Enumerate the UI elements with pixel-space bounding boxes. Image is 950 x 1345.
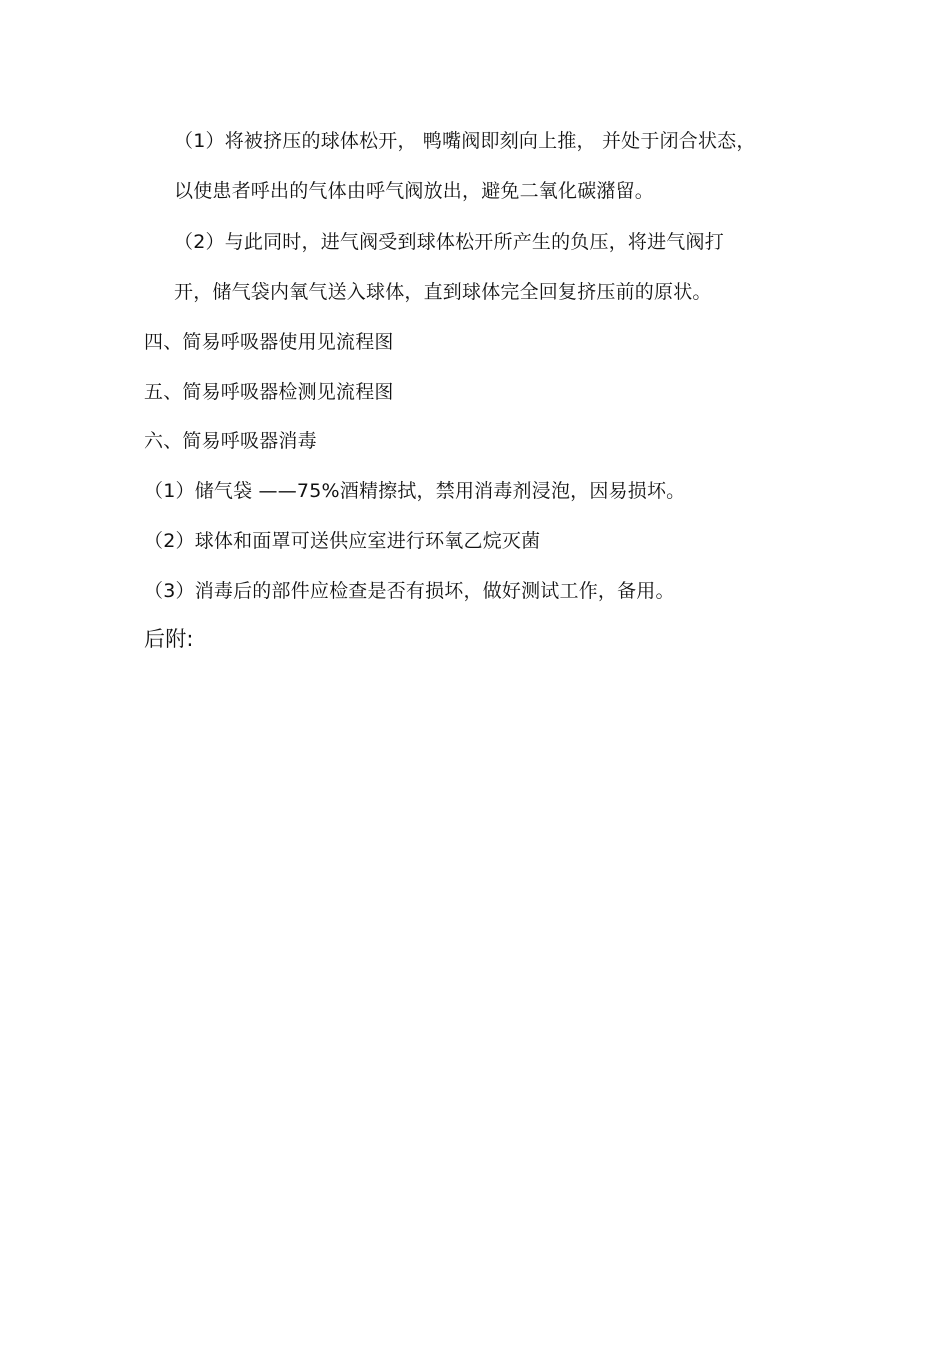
disinfection-item-1: （1）储气袋 ——75%酒精擦拭，禁用消毒剂浸泡，因易损坏。 xyxy=(144,480,686,502)
disinfection-item-2: （2）球体和面罩可送供应室进行环氧乙烷灭菌 xyxy=(144,530,541,552)
section-heading-5: 五、简易呼吸器检测见流程图 xyxy=(144,381,394,403)
paragraph-step-2-line-1: （2）与此同时，进气阀受到球体松开所产生的负压，将进气阀打 xyxy=(174,231,724,253)
appendix-label: 后附: xyxy=(144,627,194,651)
paragraph-step-1-line-1: （1）将被挤压的球体松开， 鸭嘴阀即刻向上推， 并处于闭合状态， xyxy=(174,130,756,152)
section-heading-6: 六、简易呼吸器消毒 xyxy=(144,430,317,452)
disinfection-item-3: （3）消毒后的部件应检查是否有损坏，做好测试工作，备用。 xyxy=(144,580,675,602)
section-heading-4: 四、简易呼吸器使用见流程图 xyxy=(144,331,394,353)
paragraph-step-1-line-2: 以使患者呼出的气体由呼气阀放出，避免二氧化碳潴留。 xyxy=(174,180,655,202)
paragraph-step-2-line-2: 开，储气袋内氧气送入球体，直到球体完全回复挤压前的原状。 xyxy=(174,281,712,303)
